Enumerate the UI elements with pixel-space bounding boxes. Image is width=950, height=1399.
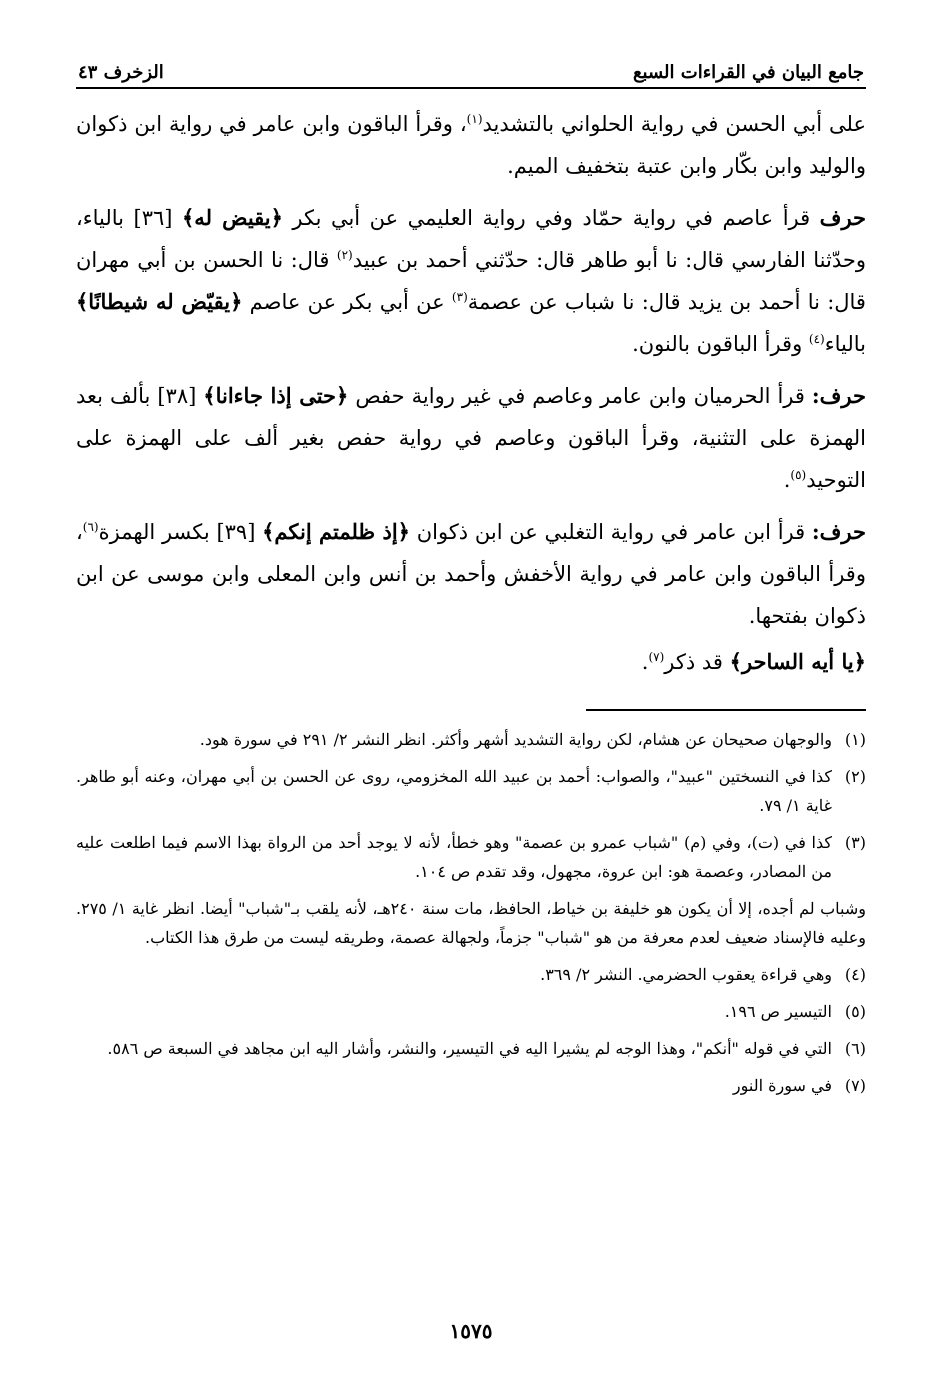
text-span: ، وقرأ الباقون وابن عامر في رواية الأخفش وأحمد بن أنس وابن المعلى وابن موسى عن ابن ذكوان بفتحها. [76,520,866,628]
main-text [76,103,866,683]
text-span: قال: نا الحسن بن أبي مهران قال: نا أحمد بن يزيد قال: نا شباب عن عصمة [76,248,866,314]
paragraph-4 [76,511,866,637]
footnotes [76,725,866,1100]
paragraph-3 [76,375,866,501]
paragraph-lead: حرف: [811,519,866,544]
footnote-text: وشباب لم أجده، إلا أن يكون هو خليفة بن خياط، الحافظ، مات سنة ٢٤٠هـ، لأنه يلقب بـ"شباب" أيضا. انظر غاية ١/ ٢٧٥. وعليه فالإسناد ضعيف لعدم معرفة من هو "شباب" جزماً، ولجهالة عصمة، وطريقه ليست من طرق هذا الكتاب. [76,899,866,947]
text-span: قرأ عاصم في رواية حمّاد وفي رواية العليمي عن أبي بكر [282,206,820,230]
text-span: قد ذكر [664,650,730,674]
footnote-number: (٧) [844,1076,866,1095]
footnote-number: (١) [844,730,866,749]
book-title: جامع البيان في القراءات السبع [632,62,864,83]
footnote-3 [76,828,866,886]
footnote-text: التي في قوله "أنكم"، وهذا الوجه لم يشيرا اليه في التيسير، والنشر، وأشار اليه ابن مجاهد في السبعة ص ٥٨٦. [107,1039,832,1058]
footnote-4 [76,960,866,989]
footnote-number: (٦) [844,1039,866,1058]
text-span: قرأ ابن عامر في رواية التغلبي عن ابن ذكوان [409,520,812,544]
running-header [76,55,866,89]
page [76,55,866,1355]
footnote-text: كذا في (ت)، وفي (م) "شباب عمرو بن عصمة" وهو خطأ، لأنه لا يوجد أحد من الرواة بهذا الاسم فيما اطلعت عليه من المصادر، وعصمة هو: ابن عروة، مجهول، وقد تقدم ص ١٠٤. [76,833,832,881]
footnote-6 [76,1034,866,1063]
paragraph-lead: حرف [819,205,867,230]
text-span: [٣٦] بالياء، وحدّثنا الفارسي قال: نا أبو طاهر قال: حدّثني أحمد بن عبيد [76,206,866,272]
paragraph-5 [76,641,866,683]
quran-quote: ﴿يقيض له﴾ [182,205,283,230]
footnote-text: والوجهان صحيحان عن هشام، لكن رواية التشديد أشهر وأكثر. انظر النشر ٢/ ٢٩١ في سورة هود. [199,730,832,749]
text-span: بالياء [824,332,866,356]
footnote-ref-7[interactable]: (٧) [648,650,665,664]
text-span: ، وقرأ الباقون وابن عامر في رواية ابن ذكوان والوليد وابن بكّار وابن عتبة بتخفيف الميم. [76,112,866,178]
paragraph-1 [76,103,866,187]
footnote-ref-5[interactable]: (٥) [790,468,807,482]
footnote-text: وهي قراءة يعقوب الحضرمي. النشر ٢/ ٣٦٩. [540,965,832,984]
quran-quote: ﴿إذ ظلمتم إنكم﴾ [262,519,410,544]
footnote-number: (٢) [844,767,866,786]
page-number: ١٥٧٥ [449,1319,493,1343]
text-span: قرأ الحرميان وابن عامر وعاصم في غير رواية حفص [348,384,812,408]
footnote-5 [76,997,866,1026]
footnote-text: كذا في النسختين "عبيد"، والصواب: أحمد بن عبيد الله المخزومي، روى عن الحسن بن أبي مهران، وعنه أبو طاهر. غاية ١/ ٧٩. [76,767,832,815]
paragraph-2 [76,197,866,365]
surah-label: الزخرف ٤٣ [78,62,164,83]
footnote-7 [76,1071,866,1100]
footnote-text: في سورة النور [732,1076,832,1095]
footnote-3-continuation [76,894,866,952]
quran-quote: ﴿يا أيه الساحر﴾ [729,649,866,674]
footnote-number: (٣) [844,833,866,852]
footnote-ref-6[interactable]: (٦) [82,520,99,534]
footnote-ref-2[interactable]: (٢) [336,248,353,262]
text-span: . [641,650,649,674]
text-span: . [783,468,791,492]
footnote-text: التيسير ص ١٩٦. [724,1002,832,1021]
footnote-1 [76,725,866,754]
text-span: [٣٩] بكسر الهمزة [98,520,263,544]
footnote-number: (٥) [844,1002,866,1021]
footnote-ref-3[interactable]: (٣) [451,290,468,304]
quran-quote: ﴿حتى إذا جاءانا﴾ [203,383,349,408]
footnote-divider [586,709,866,711]
paragraph-lead: حرف: [811,383,866,408]
quran-quote: ﴿يقيّض له شيطانًا﴾ [76,289,243,314]
text-span: وقرأ الباقون بالنون. [632,332,809,356]
text-span: عن أبي بكر عن عاصم [242,290,452,314]
text-span: على أبي الحسن في رواية الحلواني بالتشديد [482,112,866,136]
footnote-ref-1[interactable]: (١) [466,112,483,126]
footnote-2 [76,762,866,820]
footnote-ref-4[interactable]: (٤) [808,332,825,346]
footnote-number: (٤) [844,965,866,984]
text-span: [٣٨] بألف بعد الهمزة على التثنية، وقرأ الباقون وعاصم في رواية حفص بغير ألف على الهمزة على التوحيد [76,384,866,492]
